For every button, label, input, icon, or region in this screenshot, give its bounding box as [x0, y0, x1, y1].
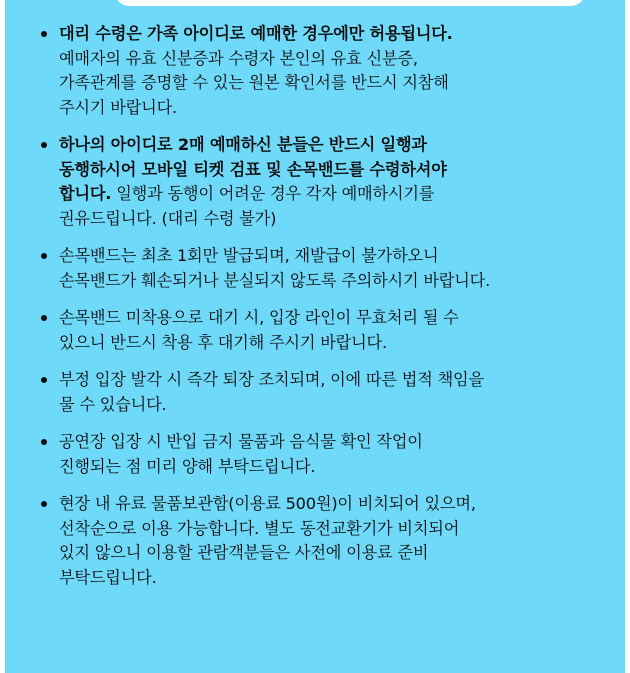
- notice-text: 손목밴드 미착용으로 대기 시, 입장 라인이 무효처리 될 수: [59, 308, 459, 327]
- notice-text: 일행과 동행이 어려운 경우 각자 예매하시기를: [111, 184, 435, 203]
- notice-line: [59, 22, 618, 47]
- notice-text: 가족관계를 증명할 수 있는 원본 확인서를 반드시 지참해: [59, 73, 449, 92]
- notice-line: [59, 71, 618, 96]
- notice-line: [59, 517, 618, 542]
- notice-item: [33, 492, 618, 590]
- notice-line: [59, 566, 618, 591]
- notice-bold-text: 합니다.: [59, 184, 112, 203]
- notice-item: [33, 306, 618, 355]
- notice-line: [59, 492, 618, 517]
- notice-text: 현장 내 유료 물품보관함(이용료 500원)이 비치되어 있으며,: [59, 494, 476, 513]
- notice-line: [59, 368, 618, 393]
- notice-text: 있으니 반드시 착용 후 대기해 주시기 바랍니다.: [59, 332, 387, 352]
- notice-line: [59, 430, 618, 455]
- notice-text: 손목밴드는 최초 1회만 발급되며, 재발급이 불가하오니: [59, 246, 439, 265]
- notice-bold-text: 대리 수령은 가족 아이디로 예매한 경우에만 허용됩니다.: [59, 24, 453, 43]
- notice-text: 물 수 있습니다.: [59, 394, 167, 414]
- notice-line: [59, 331, 618, 356]
- notice-item: [33, 133, 618, 231]
- notice-line: [59, 207, 618, 232]
- notice-text: 부탁드립니다.: [59, 567, 157, 587]
- notice-bold-text: 동행하시어 모바일 티켓 검표 및 손목밴드를 수령하셔야: [59, 159, 447, 179]
- notice-panel: [5, 0, 625, 673]
- notice-text: 부정 입장 발각 시 즉각 퇴장 조치되며, 이에 따른 법적 책임을: [59, 370, 484, 389]
- notice-item: [33, 368, 618, 417]
- notice-text: 손목밴드가 훼손되거나 분실되지 않도록 주의하시기 바랍니다.: [59, 270, 491, 290]
- top-cap: [115, 0, 585, 6]
- notice-text: 공연장 입장 시 반입 금지 물품과 음식물 확인 작업이: [59, 432, 423, 451]
- notice-line: [59, 306, 618, 331]
- notice-line: [59, 393, 618, 418]
- notice-line: [59, 269, 618, 294]
- notice-text: 권유드립니다. (대리 수령 불가): [59, 208, 277, 228]
- notice-line: [59, 244, 618, 269]
- notice-text: 있지 않으니 이용할 관람객분들은 사전에 이용료 준비: [59, 543, 429, 562]
- notice-item: [33, 22, 618, 120]
- notice-line: [59, 158, 618, 183]
- notice-line: [59, 455, 618, 480]
- notice-line: [59, 133, 618, 158]
- notice-text: 주시기 바랍니다.: [59, 97, 177, 117]
- notice-item: [33, 244, 618, 293]
- notice-text: 진행되는 점 미리 양해 부탁드립니다.: [59, 456, 316, 476]
- notice-bold-text: 하나의 아이디로 2매 예매하신 분들은 반드시 일행과: [59, 135, 427, 154]
- notice-item: [33, 430, 618, 479]
- notice-line: [59, 182, 618, 207]
- notice-text: 선착순으로 이용 가능합니다. 별도 동전교환기가 비치되어: [59, 518, 460, 538]
- notice-text: 예매자의 유효 신분증과 수령자 본인의 유효 신분증,: [59, 48, 418, 68]
- notice-line: [59, 541, 618, 566]
- notice-list: [33, 22, 618, 603]
- notice-line: [59, 47, 618, 72]
- notice-line: [59, 96, 618, 121]
